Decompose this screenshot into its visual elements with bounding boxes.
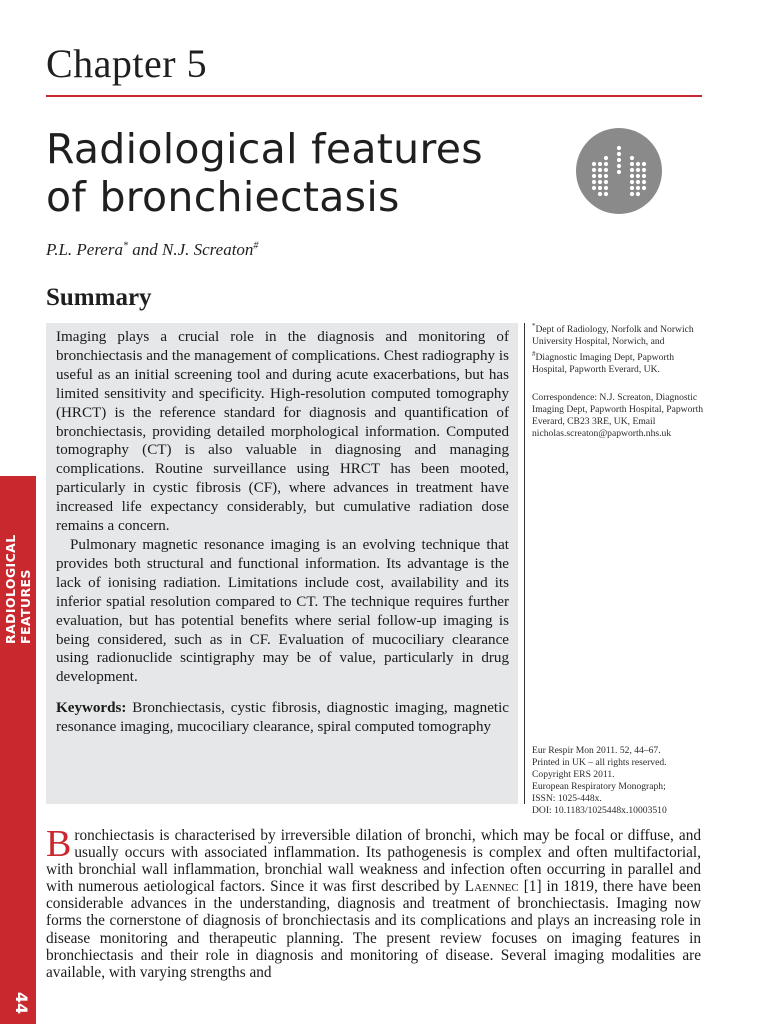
pub-info-line: European Respiratory Monograph; <box>532 781 666 792</box>
page-number: 44 <box>12 991 31 1015</box>
logo-dot <box>636 186 640 190</box>
logo-dot <box>642 174 646 178</box>
affiliation-2: Diagnostic Imaging Dept, Papworth Hospital, Papworth Everard, UK. <box>532 352 675 376</box>
chapter-divider <box>46 95 702 97</box>
keywords-label: Keywords: <box>56 700 127 717</box>
keywords-list: Bronchiectasis, cystic fibrosis, diagnostic imaging, magnetic resonance imaging, mucociliary clearance, spiral computed tomography <box>56 700 509 736</box>
affiliation-1-mark: * <box>532 322 536 330</box>
logo-dot <box>642 186 646 190</box>
logo-dot <box>636 174 640 178</box>
body-text-1: ronchiectasis is characterised by irreversible dilation of bronchi, which may be focal or diffuse, and usually occurs with associated inflammation. Its pathogenesis is complex and often multifactorial, with bronchial wall inflammation, bronchial wall weakness and infection often occurring in parallel and with numerous aetiological factors. Since it was first described by <box>46 827 701 896</box>
logo-dot <box>604 186 608 190</box>
citation-author: Laennec <box>464 878 519 896</box>
authors <box>46 240 258 260</box>
summary-paragraph-1: Imaging plays a crucial role in the diagnosis and monitoring of bronchiectasis and the management of complications. Chest radiography is useful as an initial screening tool and during acute exacerbations, but has limited sensitivity and specificity. High-resolution computed tomography (HRCT) is the reference standard for diagnosis and quantification of bronchiectasis, providing detailed morphological information. Computed tomography (CT) is also valuable in diagnosing and managing complications. Routine surveillance using HRCT has been mooted, particularly in cystic fibrosis (CF), where advances in treatment have increased life expectancy considerably, but cumulative radiation dose remains a concern. <box>56 329 509 535</box>
logo-dot <box>592 186 596 190</box>
logo-dot <box>604 192 608 196</box>
logo-dot <box>642 180 646 184</box>
logo-dot <box>604 162 608 166</box>
chapter-label: Chapter 5 <box>46 41 208 86</box>
author-2: and N.J. Screaton <box>127 240 254 259</box>
pub-info-line: ISSN: 1025-448x. <box>532 793 602 804</box>
author-1-mark: * <box>122 240 128 252</box>
logo-dot <box>630 156 634 160</box>
logo-dot <box>592 174 596 178</box>
keywords <box>56 699 509 737</box>
pub-info-line: Copyright ERS 2011. <box>532 769 615 780</box>
logo-dot <box>598 168 602 172</box>
logo-dot <box>617 164 621 168</box>
sidenote-divider <box>524 323 525 804</box>
summary-heading: Summary <box>46 284 152 311</box>
logo-dot <box>630 168 634 172</box>
logo-dot <box>642 162 646 166</box>
author-1: P.L. Perera <box>46 240 123 259</box>
body-text-2: [1] in 1819, there have been considerable advances in the understanding, diagnosis and treatment of bronchiectasis. Imaging now forms the cornerstone of diagnosis of bronchiectasis and its complications and plays an increasing role in disease monitoring and therapeutic planning. The present review focuses on imaging features in bronchiectasis and their role in diagnosis and monitoring of disease. Several imaging modalities are available, with varying strengths and <box>46 878 701 981</box>
logo-dot <box>617 152 621 156</box>
logo-dot <box>598 192 602 196</box>
ers-lungs-logo-icon <box>576 128 662 214</box>
logo-dot <box>636 162 640 166</box>
publication-info <box>532 745 707 817</box>
affiliation-1: Dept of Radiology, Norfolk and Norwich University Hospital, Norwich, and <box>532 324 694 348</box>
logo-dot <box>598 174 602 178</box>
logo-dot <box>636 192 640 196</box>
summary-box <box>46 323 518 804</box>
title-line-2: of bronchiectasis <box>46 173 400 221</box>
body-paragraph <box>46 823 701 981</box>
logo-dot <box>617 146 621 150</box>
logo-dot <box>592 168 596 172</box>
logo-dot <box>630 162 634 166</box>
affiliations <box>532 320 707 376</box>
logo-dot <box>630 186 634 190</box>
logo-dot <box>636 168 640 172</box>
logo-dot <box>630 180 634 184</box>
doi-text: DOI: 10.1183/1025448x.10003510 <box>532 805 667 816</box>
logo-dot <box>604 174 608 178</box>
logo-dot <box>604 156 608 160</box>
logo-dot <box>598 186 602 190</box>
logo-dot <box>630 174 634 178</box>
logo-dot <box>636 180 640 184</box>
title-line-1: Radiological features <box>46 125 483 173</box>
logo-dot <box>617 170 621 174</box>
pub-info-line: Eur Respir Mon 2011. 52, 44–67. <box>532 745 661 756</box>
logo-dot <box>604 168 608 172</box>
logo-dot <box>592 162 596 166</box>
logo-dot <box>592 180 596 184</box>
logo-dot <box>604 180 608 184</box>
logo-dot <box>642 168 646 172</box>
summary-paragraph-2: Pulmonary magnetic resonance imaging is an evolving technique that provides both structural and functional information. Its advantage is the lack of ionising radiation. Limitations include cost, availability and its inferior spatial resolution compared to CT. The technique requires further evaluation, but has potential benefits where serial follow-up imaging is being considered, such as in CF. Evaluation of mucociliary clearance using radionuclide scintigraphy may be of value, particularly in drug development. <box>56 536 509 686</box>
logo-dot <box>598 180 602 184</box>
correspondence: Correspondence: N.J. Screaton, Diagnostic Imaging Dept, Papworth Hospital, Papworth Everard, CB23 3RE, UK, Email nicholas.screaton@papworth.nhs.uk <box>532 392 704 439</box>
logo-dot <box>617 158 621 162</box>
affiliation-2-mark: # <box>532 350 536 359</box>
section-tab-label: RADIOLOGICAL FEATURES <box>3 534 33 644</box>
pub-info-line: Printed in UK – all rights reserved. <box>532 757 667 768</box>
author-2-mark: # <box>253 240 259 252</box>
article-title <box>46 125 566 221</box>
logo-dot <box>630 192 634 196</box>
logo-dot <box>598 162 602 166</box>
drop-cap: B <box>46 823 72 865</box>
